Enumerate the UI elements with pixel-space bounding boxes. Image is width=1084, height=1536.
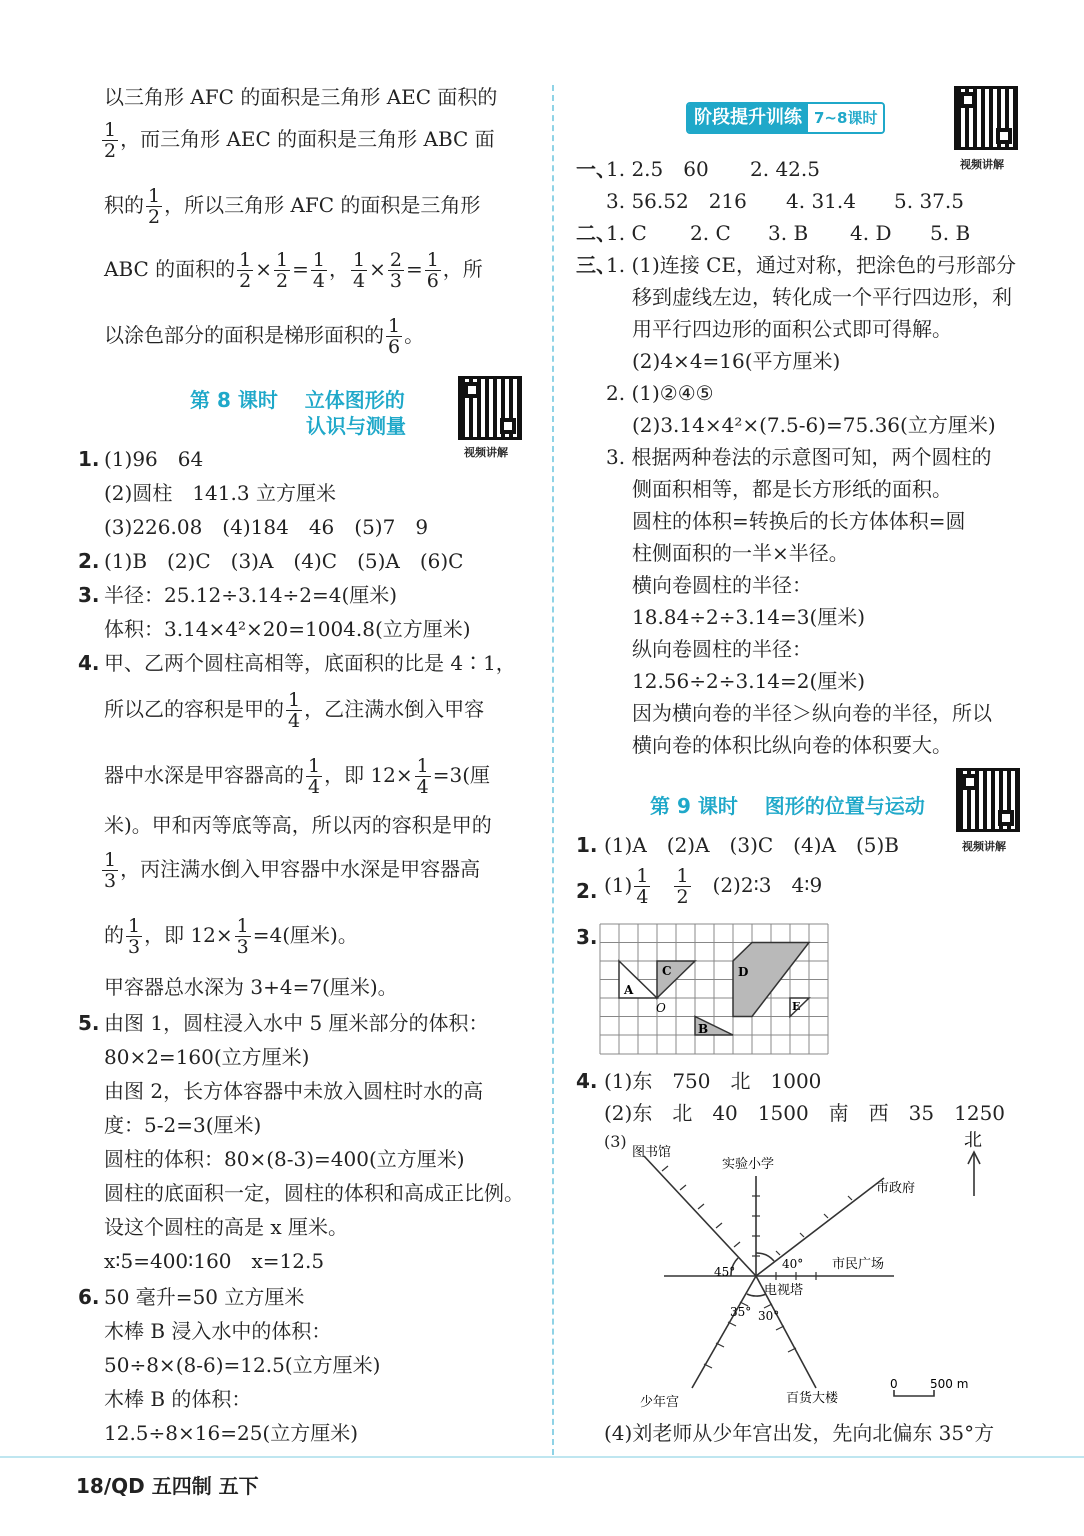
q1-line-b: (2)圆柱 141.3 立方厘米	[104, 481, 336, 505]
q5-line-f: 圆柱的底面积一定，圆柱的体积和高成正比例。	[104, 1181, 524, 1205]
qr-caption: 视频讲解	[464, 446, 508, 459]
q4-line-a: 甲、乙两个圆柱高相等，底面积的比是 4∶1，	[104, 651, 516, 675]
qr-code-icon[interactable]	[956, 768, 1020, 832]
fraction: $\frac{1}{4}$	[308, 755, 321, 798]
q6-line-a: 50 毫升=50 立方厘米	[104, 1285, 305, 1309]
part3-q3f: 18.84÷2÷3.14=3(厘米)	[632, 605, 866, 629]
fraction: $\frac{1}{6}$	[426, 249, 439, 292]
part1-c: 3. 56.52 216	[606, 189, 747, 213]
part2-e: 5. B	[930, 221, 971, 245]
r1-line-a: (1)A (2)A (3)C (4)A (5)B	[604, 833, 899, 857]
column-divider	[552, 85, 554, 1455]
part3-number: 三、	[576, 253, 616, 277]
footer-text: /QD 五四制 五下	[103, 1474, 259, 1498]
part3-q2b: (2)3.14×4²×(7.5-6)=75.36(立方厘米)	[632, 413, 996, 437]
part3-q3c: 圆柱的体积=转换后的长方体体积=圆	[632, 509, 966, 533]
part1-d: 4. 31.4	[786, 189, 856, 213]
q6-line-b: 木棒 B 浸入水中的体积：	[104, 1319, 332, 1343]
part2-a: 1. C	[606, 221, 647, 245]
r4-line-b: (2)东 北 40 1500 南 西 35 1250	[604, 1101, 1006, 1125]
intro-line-3: 积的 $\frac{1}{2}$ ，所以三角形 AFC 的面积是三角形	[104, 185, 481, 228]
r4-line-a: (1)东 750 北 1000	[604, 1069, 822, 1093]
place-plaza: 市民广场	[832, 1257, 885, 1272]
part3-q3g: 纵向卷圆柱的半径：	[632, 637, 812, 661]
stage-title: 阶段提升训练	[688, 104, 808, 132]
r3-number: 3.	[576, 925, 598, 949]
part3-q1c: 用平行四边形的面积公式即可得解。	[632, 317, 952, 341]
label-e: E	[792, 1000, 801, 1013]
intro-line-2: $\frac{1}{2}$ ，而三角形 AEC 的面积是三角形 ABC 面	[104, 119, 495, 162]
label-o: O	[656, 1001, 666, 1015]
fraction: $\frac{1}{4}$	[352, 249, 366, 292]
stage-banner	[686, 102, 885, 134]
page-number: 18	[76, 1474, 104, 1498]
q5-line-h: x∶5=400∶160 x=12.5	[104, 1249, 325, 1273]
section-9-title: 第 9 课时 图形的位置与运动	[650, 794, 925, 818]
q2-number: 2.	[78, 549, 100, 573]
fraction: $\frac{1}{2}$	[239, 249, 252, 292]
fraction: $\frac{1}{2}$	[276, 249, 289, 292]
scale-500m: 500 m	[930, 1377, 969, 1391]
part2-d: 4. D	[850, 221, 892, 245]
part3-q3h: 12.56÷2÷3.14=2(厘米)	[632, 669, 866, 693]
q6-line-d: 木棒 B 的体积：	[104, 1387, 252, 1411]
fraction: $\frac{1}{2}$	[148, 185, 161, 228]
q5-number: 5.	[78, 1011, 100, 1035]
q4-number: 4.	[78, 651, 100, 675]
label-b: B	[698, 1022, 709, 1036]
place-youth-palace: 少年宫	[640, 1395, 680, 1410]
scale-bar	[894, 1390, 934, 1396]
part3-q1a: 1. (1)连接 CE，通过对称，把涂色的弓形部分	[606, 253, 1017, 277]
grid-figure	[598, 922, 830, 1056]
part3-q1d: (2)4×4=16(平方厘米)	[632, 349, 841, 373]
q5-line-a: 由图 1，圆柱浸入水中 5 厘米部分的体积：	[104, 1011, 489, 1035]
part3-q2a: 2. (1)②④⑤	[606, 381, 714, 405]
part3-q3j: 横向卷的体积比纵向卷的体积要大。	[632, 733, 952, 757]
scale-zero: 0	[890, 1377, 898, 1391]
part3-q3d: 柱侧面积的一半×半径。	[632, 541, 849, 565]
footer-rule	[0, 1456, 1084, 1458]
part1-a: 1. 2.5 60	[606, 157, 709, 181]
q1-line-c: (3)226.08 (4)184 46 (5)7 9	[104, 515, 429, 539]
q3-number: 3.	[78, 583, 100, 607]
fraction: $\frac{1}{2}$	[676, 865, 689, 908]
q5-line-d: 度：5-2=3(厘米)	[104, 1113, 262, 1137]
part3-q3e: 横向卷圆柱的半径：	[632, 573, 812, 597]
angle-35: 35°	[730, 1305, 752, 1319]
section-8-title-line2: 认识与测量	[306, 414, 406, 438]
fraction: $\frac{1}{4}$	[288, 689, 301, 732]
part3-q1b: 移到虚线左边，转化成一个平行四边形，利	[632, 285, 1012, 309]
label-a: A	[624, 983, 634, 997]
part1-e: 5. 37.5	[894, 189, 964, 213]
fraction: $\frac{1}{3}$	[104, 849, 117, 892]
part2-b: 2. C	[690, 221, 731, 245]
part3-q3a: 3. 根据两种卷法的示意图可知，两个圆柱的	[606, 445, 992, 469]
part3-q3i: 因为横向卷的半径＞纵向卷的半径，所以	[632, 701, 992, 725]
part1-number: 一、	[576, 157, 616, 181]
intro-line-5: 以涂色部分的面积是梯形面积的 $\frac{1}{6}$ 。	[104, 315, 425, 358]
q4-line-c: 器中水深是甲容器高的 $\frac{1}{4}$ ，即 12× $\frac{1}{4}$ =3(厘	[104, 755, 491, 798]
fraction: $\frac{1}{4}$	[312, 249, 325, 292]
line-library	[644, 1156, 756, 1276]
place-city-hall: 市政府	[876, 1181, 916, 1196]
arc-35	[747, 1294, 756, 1296]
angle-40: 40°	[782, 1257, 804, 1271]
q5-line-c: 由图 2，长方体容器中未放入圆柱时水的高	[104, 1079, 484, 1103]
part2-number: 二、	[576, 221, 616, 245]
qr-code-icon[interactable]	[954, 86, 1018, 150]
place-library: 图书馆	[632, 1145, 672, 1160]
q3-line-a: 半径：25.12÷3.14÷2=4(厘米)	[104, 583, 398, 607]
r2-line-a: (1) $\frac{1}{4}$ $\frac{1}{2}$ (2)2∶3 4∶9	[604, 865, 823, 908]
q5-line-b: 80×2=160(立方厘米)	[104, 1045, 310, 1069]
q2-line-a: (1)B (2)C (3)A (4)C (5)A (6)C	[104, 549, 464, 573]
q5-line-g: 设这个圆柱的高是 x 厘米。	[104, 1215, 348, 1239]
q6-line-e: 12.5÷8×16=25(立方厘米)	[104, 1421, 359, 1445]
fraction: $\frac{1}{3}$	[236, 915, 249, 958]
q3-line-b: 体积：3.14×4²×20=1004.8(立方厘米)	[104, 617, 471, 641]
intro-line-4: ABC 的面积的 $\frac{1}{2}$ × $\frac{1}{2}$ = $\frac{1}{4}$ ， $\frac{1}{4}$ × $\frac{2}{3}$ = $\frac{1}{6}$ ，所	[104, 249, 483, 292]
r4-line-c: (3)	[604, 1132, 627, 1151]
arc-40	[756, 1253, 774, 1261]
r4-number: 4.	[576, 1069, 598, 1093]
qr-caption: 视频讲解	[960, 158, 1004, 171]
place-school: 实验小学	[722, 1157, 775, 1172]
place-department-store: 百货大楼	[786, 1391, 839, 1406]
fraction: $\frac{1}{3}$	[128, 915, 141, 958]
stage-tag: 7~8课时	[808, 104, 883, 132]
part3-q3b: 侧面积相等，都是长方形纸的面积。	[632, 477, 952, 501]
map-figure	[604, 1126, 1024, 1416]
tick-marks	[662, 1166, 852, 1368]
q6-line-c: 50÷8×(8-6)=12.5(立方厘米)	[104, 1353, 381, 1377]
q4-line-d: 米)。甲和丙等底等高，所以丙的容积是甲的	[104, 813, 492, 837]
part2-c: 3. B	[768, 221, 809, 245]
q4-line-e: $\frac{1}{3}$ ，丙注满水倒入甲容器中水深是甲容器高	[104, 849, 481, 892]
intro-line-1: 以三角形 AFC 的面积是三角形 AEC 面积的	[104, 85, 498, 109]
fraction: $\frac{1}{4}$	[416, 755, 429, 798]
q4-line-b: 所以乙的容积是甲的 $\frac{1}{4}$ ，乙注满水倒入甲容	[104, 689, 485, 732]
label-c: C	[662, 964, 672, 978]
r4-line-d: (4)刘老师从少年宫出发，先向北偏东 35°方	[604, 1421, 995, 1445]
angle-30: 30°	[758, 1309, 780, 1323]
qr-caption: 视频讲解	[962, 840, 1006, 853]
north-label: 北	[964, 1130, 982, 1151]
r1-number: 1.	[576, 833, 598, 857]
fraction: $\frac{2}{3}$	[389, 249, 402, 292]
qr-code-icon[interactable]	[458, 376, 522, 440]
label-d: D	[738, 965, 749, 979]
angle-45: 45°	[714, 1265, 736, 1279]
fraction: $\frac{1}{4}$	[636, 865, 649, 908]
fraction: $\frac{1}{2}$	[104, 119, 117, 162]
line-youth-palace	[692, 1276, 756, 1388]
q4-line-f: 的 $\frac{1}{3}$ ，即 12× $\frac{1}{3}$ =4(厘米)。	[104, 915, 358, 958]
q4-line-g: 甲容器总水深为 3+4=7(厘米)。	[104, 975, 398, 999]
r2-number: 2.	[576, 879, 598, 903]
q6-number: 6.	[78, 1285, 100, 1309]
q1-number: 1.	[78, 447, 100, 471]
q1-line-a: (1)96 64	[104, 447, 204, 471]
part1-b: 2. 42.5	[750, 157, 820, 181]
footer	[76, 1470, 259, 1499]
place-tv-tower: 电视塔	[764, 1283, 804, 1298]
section-8-title-line1: 第 8 课时 立体图形的	[190, 388, 405, 412]
fraction: $\frac{1}{6}$	[388, 315, 401, 358]
q5-line-e: 圆柱的体积：80×(8-3)=400(立方厘米)	[104, 1147, 465, 1171]
